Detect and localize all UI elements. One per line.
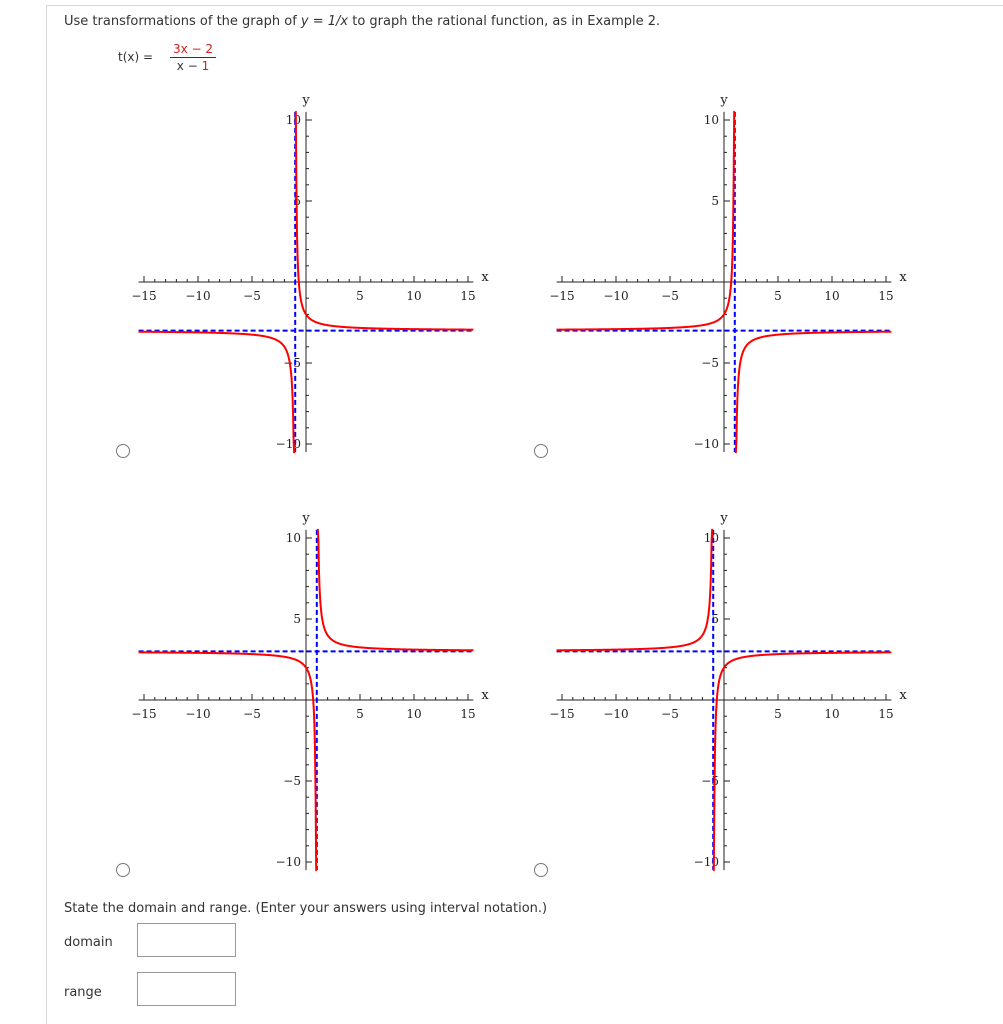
graph-canvas	[120, 85, 490, 465]
graph-canvas	[538, 85, 908, 465]
x-tick-label: 15	[460, 289, 476, 303]
domain-label: domain	[64, 935, 113, 950]
x-tick-label: 15	[878, 289, 894, 303]
curve-right-branch	[295, 112, 476, 330]
y-tick-label: −5	[701, 356, 719, 370]
radio-option-b[interactable]	[534, 444, 548, 458]
x-tick-label: 10	[406, 289, 422, 303]
question-text	[64, 14, 660, 29]
content-frame-left-border	[46, 5, 47, 1024]
y-axis-label: y	[302, 510, 310, 526]
y-tick-label: 5	[293, 612, 301, 626]
x-tick-label: 5	[774, 707, 782, 721]
question-suffix: to graph the rational function, as in Example 2.	[348, 14, 661, 29]
x-axis-label: x	[481, 270, 489, 285]
function-fraction	[170, 42, 216, 73]
curve-right-branch	[317, 530, 474, 650]
y-tick-label: 5	[711, 612, 719, 626]
x-axis-label: x	[899, 270, 907, 285]
content-frame-top-border	[46, 5, 1003, 6]
curve-left-branch	[139, 652, 317, 870]
x-tick-label: −15	[549, 707, 575, 721]
range-input[interactable]	[137, 972, 236, 1006]
x-tick-label: −10	[185, 707, 211, 721]
function-numerator: 3x − 2	[172, 42, 214, 56]
curve-left-branch	[557, 530, 714, 650]
x-tick-label: 10	[406, 707, 422, 721]
question-math: y = 1/x	[300, 14, 349, 29]
x-tick-label: −15	[131, 289, 157, 303]
function-lhs: t(x) =	[118, 50, 154, 64]
y-tick-label: 5	[293, 194, 301, 208]
function-denominator	[170, 59, 216, 73]
x-tick-label: 5	[356, 707, 364, 721]
y-tick-label: 10	[703, 113, 719, 127]
y-tick-label: −5	[283, 774, 301, 788]
x-tick-label: 10	[824, 707, 840, 721]
graph-option-c	[120, 503, 490, 883]
y-axis-label: y	[720, 510, 728, 526]
x-tick-label: −15	[549, 289, 575, 303]
question-prefix: Use transformations of the graph of	[64, 14, 301, 29]
radio-option-d[interactable]	[534, 863, 548, 877]
x-tick-label: 15	[878, 707, 894, 721]
y-tick-label: −5	[283, 356, 301, 370]
y-tick-label: 10	[703, 531, 719, 545]
radio-option-a[interactable]	[116, 444, 130, 458]
graph-canvas	[538, 503, 908, 883]
curve-left-branch	[557, 112, 735, 330]
domain-input[interactable]	[137, 923, 236, 957]
x-tick-label: −15	[131, 707, 157, 721]
x-tick-label: 5	[774, 289, 782, 303]
denominator-value: 1	[201, 59, 210, 73]
x-tick-label: −5	[243, 289, 261, 303]
fraction-bar	[170, 57, 216, 58]
graph-option-a	[120, 85, 490, 465]
x-tick-label: −5	[243, 707, 261, 721]
y-tick-label: 10	[285, 531, 301, 545]
x-tick-label: 10	[824, 289, 840, 303]
domain-range-prompt: State the domain and range. (Enter your answers using interval notation.)	[64, 901, 548, 916]
x-tick-label: −10	[185, 289, 211, 303]
y-tick-label: −10	[275, 855, 301, 869]
x-tick-label: −10	[603, 707, 629, 721]
radio-option-c[interactable]	[116, 863, 130, 877]
y-tick-label: −10	[693, 437, 719, 451]
curve-right-branch	[713, 652, 894, 870]
y-tick-label: −10	[275, 437, 301, 451]
y-tick-label: −10	[693, 855, 719, 869]
y-tick-label: 5	[711, 194, 719, 208]
graph-canvas	[120, 503, 490, 883]
curve-left-branch	[139, 332, 296, 452]
x-tick-label: −5	[661, 707, 679, 721]
y-axis-label: y	[720, 92, 728, 108]
x-tick-label: −5	[661, 289, 679, 303]
y-tick-label: −5	[701, 774, 719, 788]
x-tick-label: 5	[356, 289, 364, 303]
y-tick-label: 10	[285, 113, 301, 127]
x-tick-label: 15	[460, 707, 476, 721]
x-axis-label: x	[899, 688, 907, 703]
graph-option-b	[538, 85, 908, 465]
y-axis-label: y	[302, 92, 310, 108]
x-axis-label: x	[481, 688, 489, 703]
graph-option-d	[538, 503, 908, 883]
curve-right-branch	[735, 332, 892, 452]
range-label: range	[64, 985, 102, 1000]
denominator-prefix: x −	[176, 59, 202, 73]
x-tick-label: −10	[603, 289, 629, 303]
